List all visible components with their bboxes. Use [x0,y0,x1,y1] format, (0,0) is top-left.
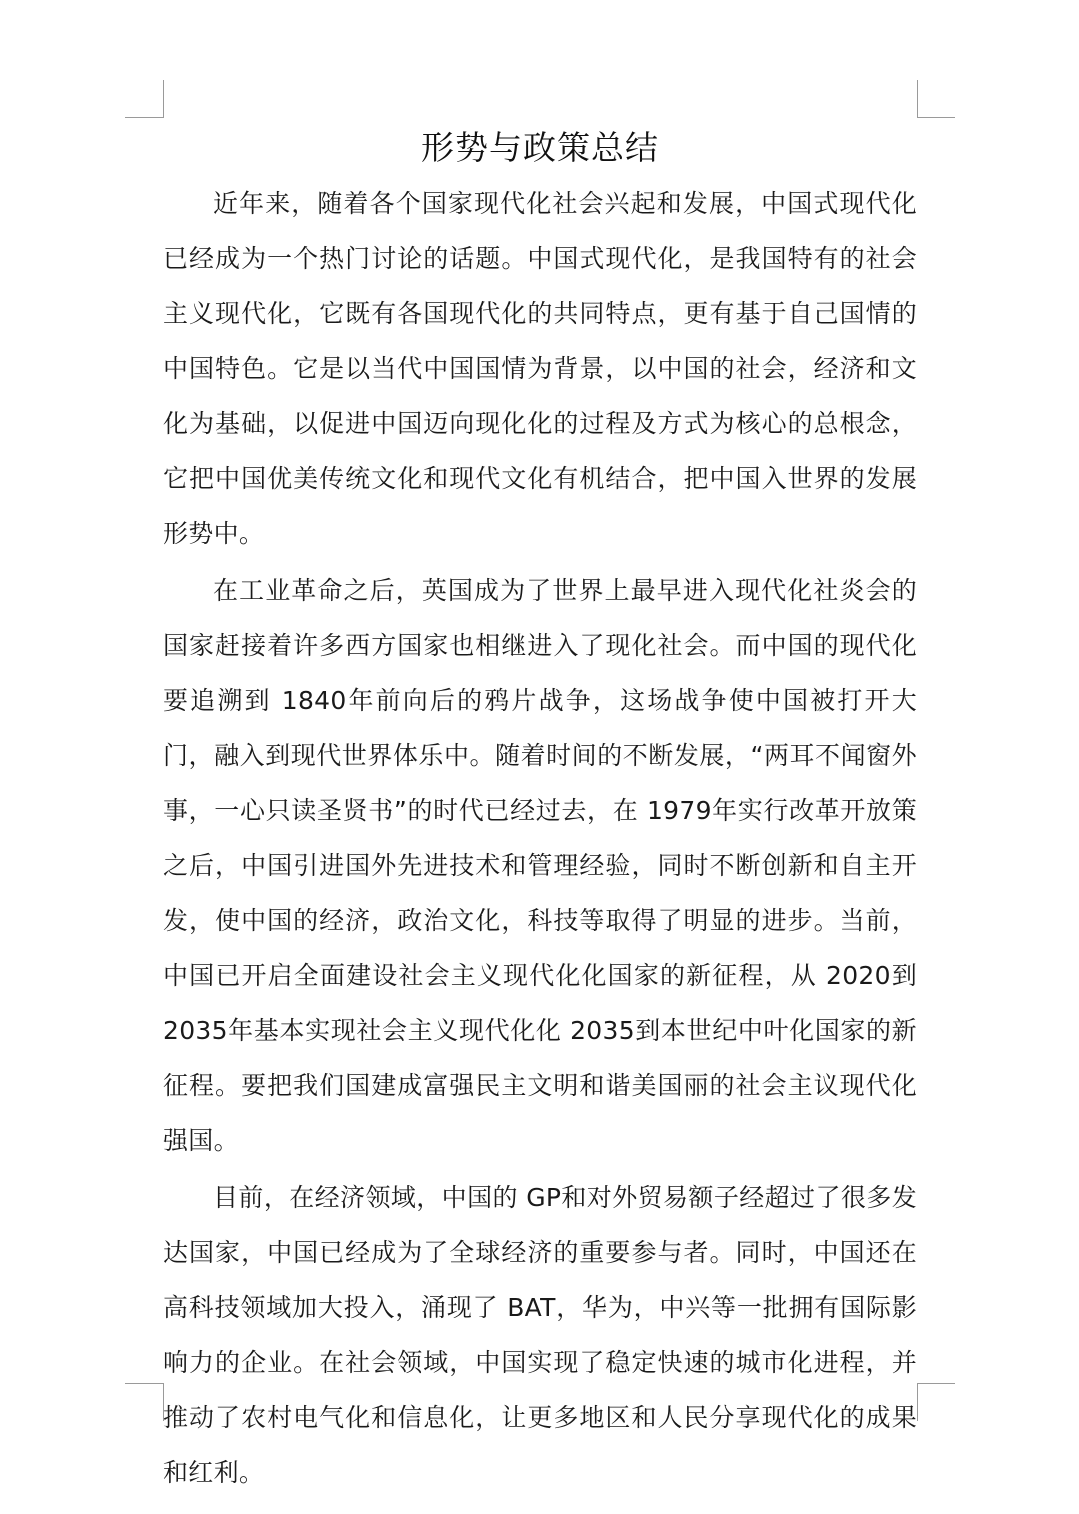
crop-mark-top-right [917,117,955,118]
crop-mark-bottom-left [125,1383,163,1384]
document-body [163,122,917,1500]
crop-mark-bottom-right [917,1383,955,1384]
crop-mark-top-left [125,117,163,118]
page-title: 形势与政策总结 [421,128,659,167]
crop-mark-top-left [163,80,164,118]
paragraph: 近年来，随着各个国家现代化社会兴起和发展，中国式现代化已经成为一个热门讨论的话题。中国式现代化，是我国特有的社会主义现代化，它既有各国现代化的共同特点，更有基于自己国情的中国特色。它是以当代中国国情为背景，以中国的社会，经济和文化为基础，以促进中国迈向现化化的过程及方式为核心的总根念，它把中国优美传统文化和现代文化有机结合，把中国入世界的发展形势中。 [163,189,917,548]
crop-mark-bottom-right [917,1383,918,1421]
crop-mark-top-right [917,80,918,118]
paragraph: 在工业革命之后，英国成为了世界上最早进入现代化社炎会的国家赶接着许多西方国家也相继进入了现化社会。而中国的现代化要追溯到 1840年前向后的鸦片战争，这场战争使中国被打开大门，融入到现代世界体乐中。随着时间的不断发展，“两耳不闻窗外事，一心只读圣贤书”的时代已经过去，在 1979年实行改革开放策之后，中国引进国外先进技术和管理经验，同时不断创新和自主开发，使中国的经济，政治文化，科技等取得了明显的进步。当前，中国已开启全面建设社会主义现代化化国家的新征程，从 2020到 2035年基本实现社会主义现代化化 2035到本世纪中叶化国家的新征程。要把我们国建成富强民主文明和谐美国丽的社会主议现代化强国。 [163,576,917,1155]
paragraph: 目前，在经济领域，中国的 GP和对外贸易额子经超过了很多发达国家，中国已经成为了全球经济的重要参与者。同时，中国还在高科技领域加大投入，涌现了 BAT，华为，中兴等一批拥有国际影响力的企业。在社会领域，中国实现了稳定快速的城市化进程，并推动了农村电气化和信息化，让更多地区和人民分享现代化的成果和红利。 [163,1183,917,1487]
